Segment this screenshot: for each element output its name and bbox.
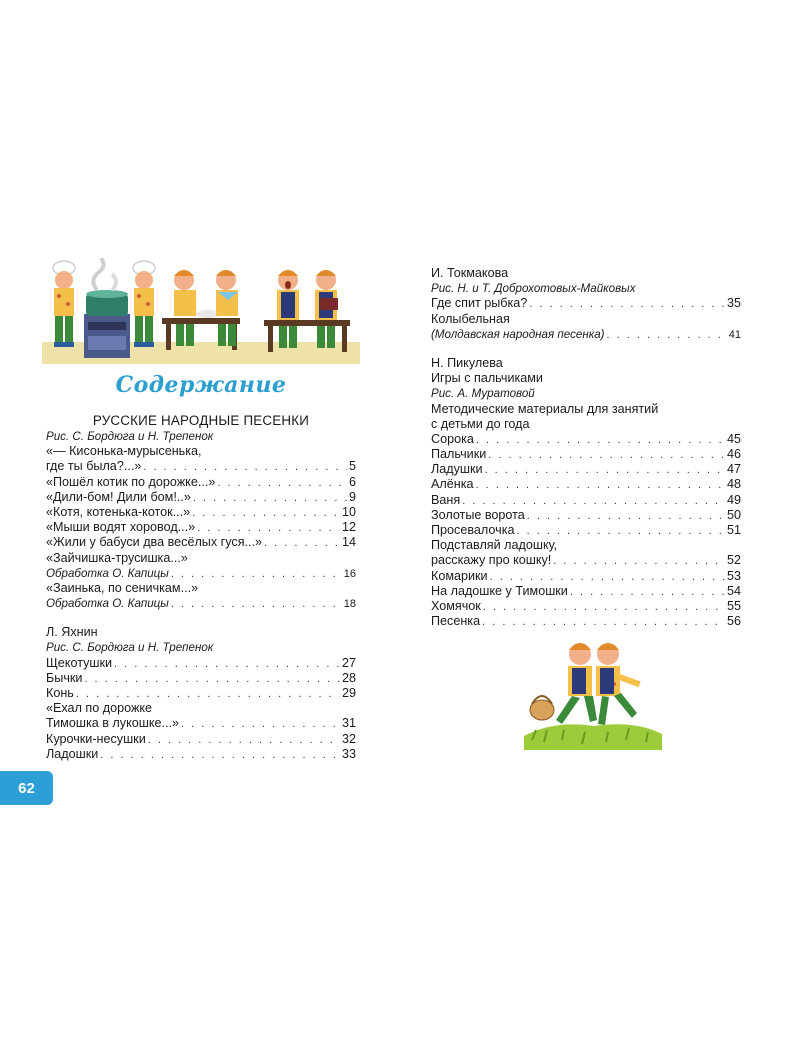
toc-entry-title: Сорока xyxy=(431,431,474,446)
toc-entry xyxy=(431,296,741,311)
toc-entry-title: «Мыши водят хоровод...» xyxy=(46,520,196,535)
toc-page-number: 41 xyxy=(728,328,741,341)
leader-dots xyxy=(143,460,347,475)
section-title: РУССКИЕ НАРОДНЫЕ ПЕСЕНКИ xyxy=(92,413,310,428)
leader-dots xyxy=(607,328,727,343)
toc-entry-title: «Жили у бабуси два весёлых гуся...» xyxy=(46,535,263,550)
leader-dots xyxy=(485,463,725,478)
toc-entry xyxy=(46,732,356,747)
toc-entry xyxy=(431,508,741,523)
toc-page-number: 6 xyxy=(348,474,356,489)
toc-page-number: 51 xyxy=(726,523,741,537)
toc-entry-title: На ладошке у Тимошки xyxy=(431,583,568,598)
toc-entry xyxy=(46,505,356,520)
section-subtitle: Игры с пальчиками xyxy=(431,371,543,386)
boys-running-illustration xyxy=(522,640,664,752)
contents-right-column xyxy=(431,266,741,629)
toc-page-number: 33 xyxy=(341,746,356,761)
toc-entry-group xyxy=(431,296,741,342)
toc-entry-line: Подставляй ладошку, xyxy=(431,538,558,553)
toc-entry-group xyxy=(431,432,741,629)
toc-entry-line: «Ехал по дорожке xyxy=(46,701,153,716)
toc-entry-title: «Дили-бом! Дили бом!..» xyxy=(46,489,191,504)
leader-dots xyxy=(181,717,340,732)
illustrator-credit: Рис. Н. и Т. Доброхотовых-Майковых xyxy=(431,282,636,296)
author-name: Л. Яхнин xyxy=(46,625,98,640)
leader-dots xyxy=(76,687,340,702)
toc-page-number: 55 xyxy=(726,598,741,613)
leader-dots xyxy=(114,657,340,672)
toc-page-number: 35 xyxy=(726,296,741,311)
toc-page-number: 10 xyxy=(341,504,356,519)
toc-entry-title: Хомячок xyxy=(431,598,481,613)
toc-page-number: 52 xyxy=(726,553,741,568)
toc-entry-title: Ладушки xyxy=(431,462,483,477)
page-number-badge: 62 xyxy=(0,771,53,805)
toc-entry xyxy=(431,447,741,462)
toc-entry xyxy=(46,596,356,611)
toc-entry xyxy=(431,432,741,447)
toc-entry xyxy=(46,747,356,762)
toc-entry-title: где ты была?...» xyxy=(46,459,142,474)
leader-dots xyxy=(84,672,340,687)
toc-page-number: 18 xyxy=(343,598,356,611)
leader-dots xyxy=(516,524,725,539)
leader-dots xyxy=(483,600,725,615)
toc-entry-title: «Пошёл котик по дорожке...» xyxy=(46,474,216,489)
illustrator-credit: Рис. С. Бордюга и Н. Трепенок xyxy=(46,430,214,443)
toc-entry xyxy=(431,462,741,477)
toc-page-number: 49 xyxy=(726,492,741,507)
toc-entry-line: «— Кисонька-мурысенька, xyxy=(46,444,202,459)
toc-entry-line: Колыбельная xyxy=(431,311,510,326)
toc-entry-group xyxy=(46,656,356,762)
contents-heading: Содержание xyxy=(115,372,287,398)
toc-entry xyxy=(431,493,741,508)
author-name: Н. Пикулева xyxy=(431,355,503,370)
toc-entry-title: Бычки xyxy=(46,670,83,685)
toc-entry-title: Пальчики xyxy=(431,447,487,462)
toc-entry xyxy=(46,566,356,581)
leader-dots xyxy=(197,521,340,536)
toc-page-number: 53 xyxy=(726,568,741,583)
toc-page-number: 28 xyxy=(341,670,356,685)
toc-entry xyxy=(431,553,741,568)
toc-entry-title: Обработка О. Капицы xyxy=(46,597,169,611)
toc-entry xyxy=(46,490,356,505)
toc-entry xyxy=(46,716,356,731)
toc-entry-title: Алёнка xyxy=(431,477,474,492)
toc-entry-title: Щекотушки xyxy=(46,655,113,670)
toc-entry-title: Золотые ворота xyxy=(431,507,525,522)
toc-entry xyxy=(431,614,741,629)
note-line: с детьми до года xyxy=(431,416,530,431)
author-name: И. Токмакова xyxy=(431,266,509,280)
toc-page-number: 46 xyxy=(726,447,741,462)
toc-entry-title: Ваня xyxy=(431,492,461,507)
leader-dots xyxy=(100,748,340,763)
toc-entry-line: «Зайчишка-трусишка...» xyxy=(46,550,188,565)
toc-entry xyxy=(46,459,356,474)
toc-entry-title: Конь xyxy=(46,686,74,700)
toc-page-number: 14 xyxy=(341,535,356,550)
illustrator-credit: Рис. С. Бордюга и Н. Трепенок xyxy=(46,641,214,655)
toc-entry xyxy=(46,475,356,490)
toc-page-number: 47 xyxy=(726,462,741,477)
leader-dots xyxy=(193,491,347,506)
toc-entry-title: Обработка О. Капицы xyxy=(46,566,169,580)
note-line: Методические материалы для занятий xyxy=(431,401,659,416)
leader-dots xyxy=(476,433,725,448)
toc-entry xyxy=(431,569,741,584)
illustrator-credit: Рис. А. Муратовой xyxy=(431,387,535,401)
toc-entry-title: «Котя, котенька-коток...» xyxy=(46,504,191,519)
toc-page-number: 29 xyxy=(341,686,356,700)
leader-dots xyxy=(148,733,340,748)
leader-dots xyxy=(527,509,725,524)
boys-cooking-illustration xyxy=(42,258,360,366)
toc-page-number: 31 xyxy=(341,716,356,731)
leader-dots xyxy=(462,494,725,509)
toc-entry-line: «Заинька, по сеничкам...» xyxy=(46,580,199,595)
toc-page-number: 9 xyxy=(348,489,356,504)
toc-entry xyxy=(431,523,741,538)
toc-entry-group xyxy=(46,444,356,611)
leader-dots xyxy=(171,567,342,582)
toc-entry xyxy=(46,656,356,671)
leader-dots xyxy=(192,506,340,521)
toc-entry-title: (Молдавская народная песенка) xyxy=(431,327,605,341)
toc-entry xyxy=(431,584,741,599)
toc-entry xyxy=(46,520,356,535)
toc-entry xyxy=(431,477,741,492)
leader-dots xyxy=(529,297,725,312)
leader-dots xyxy=(490,570,725,585)
toc-page-number: 56 xyxy=(726,614,741,629)
toc-page-number: 54 xyxy=(726,583,741,598)
toc-page-number: 12 xyxy=(341,520,356,535)
toc-entry-title: Просевалочка xyxy=(431,523,515,537)
toc-entry xyxy=(431,599,741,614)
toc-page-number: 50 xyxy=(726,507,741,522)
toc-entry-title: расскажу про кошку! xyxy=(431,553,552,568)
leader-dots xyxy=(264,536,340,551)
toc-entry xyxy=(46,671,356,686)
leader-dots xyxy=(570,585,725,600)
toc-entry-title: Ладошки xyxy=(46,746,99,761)
leader-dots xyxy=(171,597,342,612)
leader-dots xyxy=(553,554,725,569)
contents-left-column xyxy=(46,413,356,762)
toc-page-number: 48 xyxy=(726,477,741,492)
toc-entry xyxy=(46,535,356,550)
leader-dots xyxy=(476,478,725,493)
toc-page-number: 5 xyxy=(348,459,356,474)
leader-dots xyxy=(482,615,725,630)
leader-dots xyxy=(217,476,347,491)
toc-page-number: 45 xyxy=(726,431,741,446)
toc-page-number: 32 xyxy=(341,731,356,746)
toc-page-number: 27 xyxy=(341,655,356,670)
toc-entry-title: Тимошка в лукошке...» xyxy=(46,716,179,731)
toc-entry xyxy=(431,327,741,342)
leader-dots xyxy=(488,448,725,463)
toc-entry-title: Курочки-несушки xyxy=(46,731,146,746)
toc-page-number: 16 xyxy=(343,567,356,580)
toc-entry-title: Песенка xyxy=(431,614,481,629)
toc-entry-title: Где спит рыбка? xyxy=(431,296,528,311)
toc-entry xyxy=(46,686,356,701)
toc-entry-title: Комарики xyxy=(431,568,488,583)
